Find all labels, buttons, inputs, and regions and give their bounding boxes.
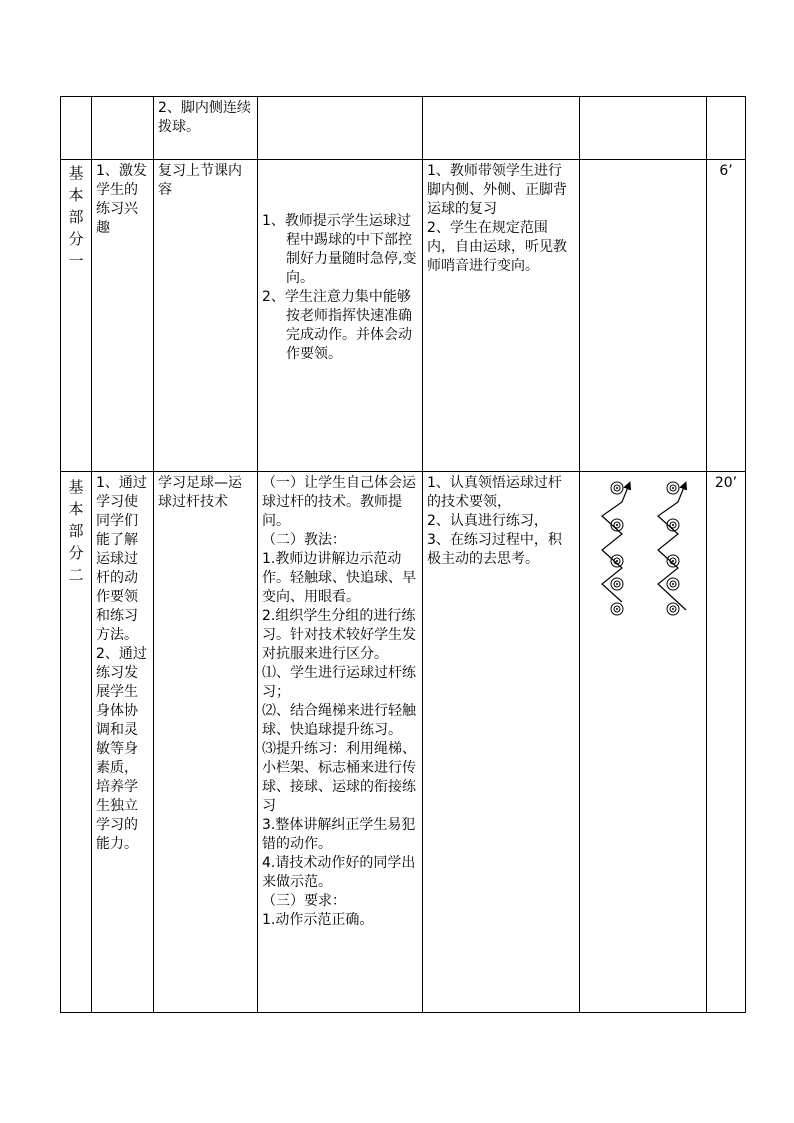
teacher-item: ⑶提升练习：利用绳梯、小栏架、标志桶来进行传球、接球、运球的衔接练习 — [262, 741, 416, 814]
goal-text: 1、激发学生的练习兴趣 — [96, 163, 147, 236]
student-item: 3、在练习过程中，积极主动的去思考。 — [427, 532, 562, 567]
student-item: 2、认真进行练习， — [427, 513, 548, 529]
time-text: 6’ — [719, 163, 733, 179]
goal-item: 2、通过练习发展学生身体协调和灵敏等身素质，培养学生独立学习的能力。 — [96, 646, 147, 852]
student-item: 1、认真领悟运球过杆的技术要领， — [427, 475, 562, 510]
student-cell — [423, 472, 580, 1013]
goal-item: 1、通过学习使同学们能了解运球过杆的动作要领和练习方法。 — [96, 475, 147, 643]
teacher-item: （二）教法： — [262, 532, 346, 548]
goal-cell — [92, 160, 154, 472]
teacher-item: ⑵、结合绳梯来进行轻触球、快追球提升练习。 — [262, 703, 416, 738]
content-text: 2、脚内侧连续拨球。 — [158, 100, 251, 135]
student-item: 1、教师带领学生进行脚内侧、外侧、正脚背运球的复习 — [427, 163, 567, 217]
lesson-plan-table — [60, 96, 746, 1013]
part-cell — [61, 472, 92, 1013]
diagram-cell — [580, 160, 707, 472]
time-text: 20’ — [714, 475, 738, 491]
content-text: 复习上节课内容 — [158, 163, 242, 198]
teacher-item: 2.组织学生分组的进行练习。针对技术较好学生发对抗服来进行区分。 — [262, 608, 416, 662]
goal-cell — [92, 472, 154, 1013]
teacher-item: 3.整体讲解纠正学生易犯错的动作。 — [262, 817, 416, 852]
teacher-item: （三）要求： — [262, 893, 346, 909]
part-label: 基本部分一 — [68, 164, 84, 270]
time-cell — [707, 160, 746, 472]
part-cell — [61, 160, 92, 472]
content-text: 学习足球—运球过杆技术 — [158, 475, 242, 510]
time-cell — [707, 472, 746, 1013]
student-item: 2、学生在规定范围内，自由运球，听见教师哨音进行变向。 — [427, 220, 567, 274]
goal-cell — [92, 97, 154, 160]
teacher-cell — [258, 160, 423, 472]
teacher-item: （一）让学生自己体会运球过杆的技术。教师提问。 — [262, 475, 416, 529]
teacher-item: 2、学生注意力集中能够按老师指挥快速准确完成动作。并体会动作要领。 — [262, 289, 412, 362]
right-dribble-path — [658, 482, 686, 610]
content-cell — [154, 472, 258, 1013]
diagram-cell — [580, 97, 707, 160]
part-cell — [61, 97, 92, 160]
teacher-cell — [258, 472, 423, 1013]
teacher-cell — [258, 97, 423, 160]
teacher-item: 4.请技术动作好的同学出来做示范。 — [262, 855, 416, 890]
teacher-item: 1、教师提示学生运球过程中踢球的中下部控制好力量随时急停,变向。 — [262, 213, 417, 286]
diagram-cell — [580, 472, 707, 1013]
teacher-item: 1.动作示范正确。 — [262, 912, 374, 928]
table-row-3 — [61, 472, 746, 1013]
teacher-item: ⑴、学生进行运球过杆练习； — [262, 665, 416, 700]
table-row-2 — [61, 160, 746, 472]
table-row-1 — [61, 97, 746, 160]
zigzag-dribbling-cones-diagram-icon — [580, 472, 707, 622]
teacher-item: 1.教师边讲解边示范动作。轻触球、快追球、早变向、用眼看。 — [262, 551, 416, 605]
student-cell — [423, 97, 580, 160]
content-cell — [154, 160, 258, 472]
student-cell — [423, 160, 580, 472]
part-label: 基本部分二 — [68, 478, 84, 584]
content-cell — [154, 97, 258, 160]
time-cell — [707, 97, 746, 160]
